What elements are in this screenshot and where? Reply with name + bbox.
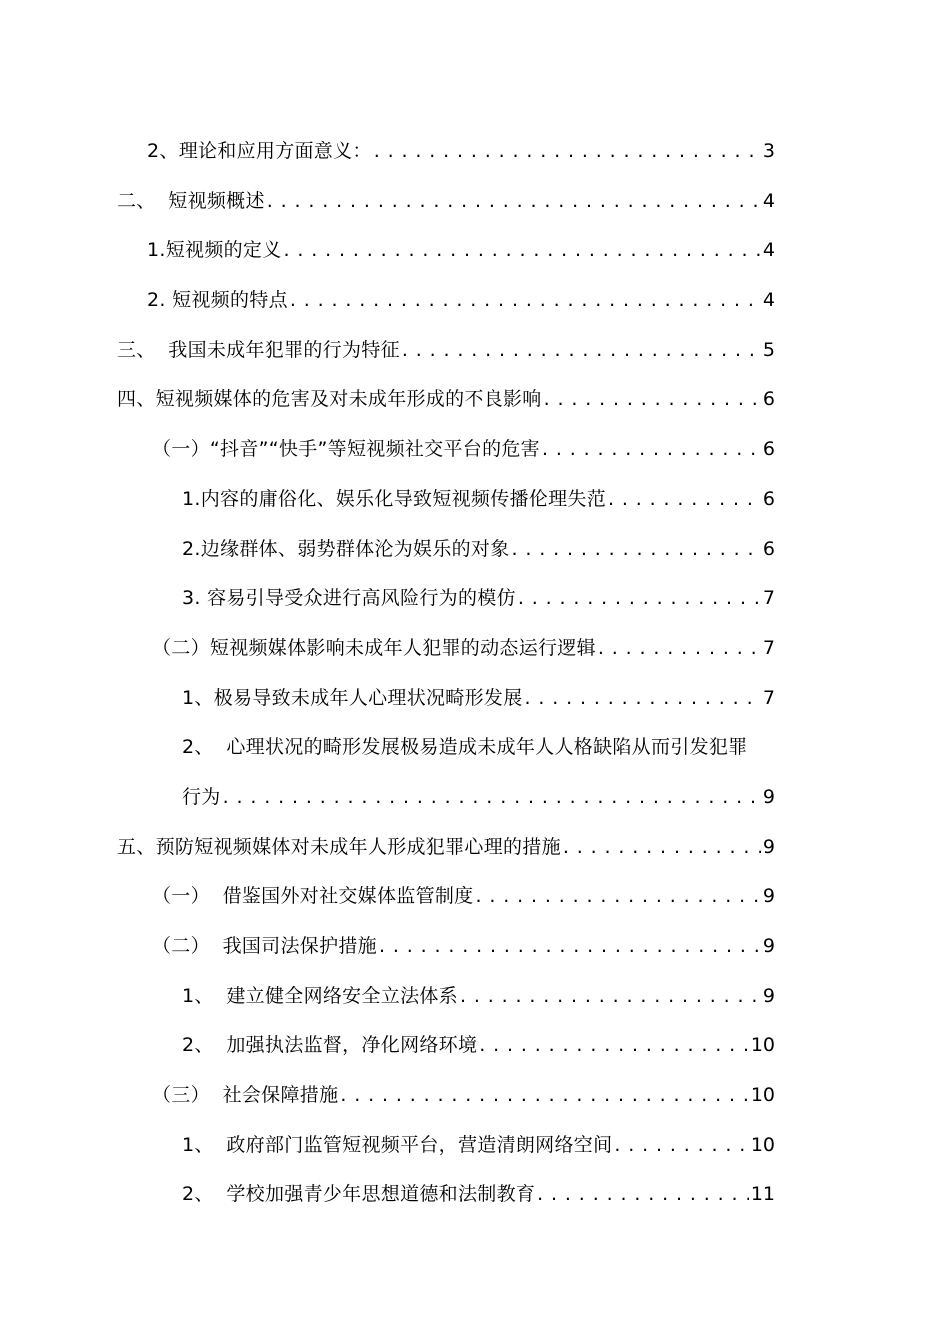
toc-entry-title: 2.边缘群体、弱势群体沦为娱乐的对象 bbox=[182, 537, 510, 560]
toc-entry-title: （二）短视频媒体影响未成年人犯罪的动态运行逻辑 bbox=[152, 636, 596, 659]
toc-entry[interactable] bbox=[0, 1024, 950, 1074]
toc-entry-title: （三） 社会保障措施 bbox=[152, 1084, 339, 1107]
toc-entry-title: 行为 bbox=[182, 785, 221, 808]
toc-page-number: 9 bbox=[762, 984, 775, 1007]
toc-entry-title: 2. 短视频的特点 bbox=[147, 289, 288, 312]
toc-leader-dots bbox=[379, 937, 761, 956]
toc-entry-title: （一） 借鉴国外对社交媒体监管制度 bbox=[152, 885, 474, 908]
toc-leader-dots bbox=[479, 1036, 749, 1055]
toc-entry[interactable] bbox=[0, 975, 950, 1025]
toc-entry-title: 2、 心理状况的畸形发展极易造成未成年人人格缺陷从而引发犯罪 bbox=[182, 736, 748, 759]
toc-leader-dots bbox=[518, 589, 761, 608]
toc-page-number: 6 bbox=[762, 537, 775, 560]
toc-entry-title: 1.内容的庸俗化、娱乐化导致短视频传播伦理失范 bbox=[182, 487, 607, 510]
toc-entry-title: 2、 学校加强青少年思想道德和法制教育 bbox=[182, 1183, 536, 1206]
toc-leader-dots bbox=[374, 142, 761, 161]
toc-page-number: 10 bbox=[750, 1034, 775, 1057]
toc-leader-dots bbox=[512, 540, 761, 559]
toc-entry[interactable] bbox=[0, 925, 950, 975]
toc-entry-title: 1、极易导致未成年人心理状况畸形发展 bbox=[182, 686, 523, 709]
toc-leader-dots bbox=[290, 291, 761, 310]
toc-page-number: 9 bbox=[762, 935, 775, 957]
toc-entry[interactable] bbox=[0, 826, 950, 876]
toc-page-number: 4 bbox=[762, 189, 775, 212]
toc-leader-dots bbox=[563, 838, 761, 857]
toc-entry-title: 四、短视频媒体的危害及对未成年形成的不良影响 bbox=[117, 388, 542, 411]
toc-leader-dots bbox=[608, 490, 761, 509]
toc-leader-dots bbox=[402, 341, 761, 360]
toc-page-number: 5 bbox=[762, 338, 775, 361]
toc-page-number: 11 bbox=[750, 1183, 775, 1206]
toc-leader-dots bbox=[223, 788, 761, 807]
toc-leader-dots bbox=[267, 192, 761, 211]
toc-entry-title: 2、理论和应用方面意义： bbox=[147, 140, 372, 162]
toc-entry[interactable] bbox=[0, 329, 950, 379]
toc-entry[interactable] bbox=[0, 180, 950, 230]
toc-page-number: 9 bbox=[762, 835, 775, 858]
toc-page-number: 9 bbox=[762, 785, 775, 808]
toc-page-number: 4 bbox=[762, 289, 775, 312]
toc-leader-dots bbox=[598, 639, 761, 658]
toc-entry[interactable] bbox=[0, 279, 950, 329]
toc-entry[interactable] bbox=[0, 1124, 950, 1174]
table-of-contents bbox=[0, 130, 950, 1223]
toc-leader-dots bbox=[460, 987, 761, 1006]
toc-entry[interactable] bbox=[0, 577, 950, 627]
toc-entry-title: 3. 容易引导受众进行高风险行为的模仿 bbox=[182, 587, 516, 610]
toc-leader-dots bbox=[544, 390, 761, 409]
toc-page-number: 7 bbox=[762, 587, 775, 610]
toc-page-number: 3 bbox=[762, 140, 775, 162]
toc-entry-title: （一）“抖音”“快手”等短视频社交平台的危害 bbox=[152, 438, 540, 461]
toc-leader-dots bbox=[284, 241, 761, 260]
toc-entry-title: 二、 短视频概述 bbox=[117, 189, 265, 212]
toc-entry[interactable] bbox=[0, 677, 950, 727]
toc-entry-title: 1.短视频的定义 bbox=[147, 239, 282, 262]
toc-entry[interactable] bbox=[0, 627, 950, 677]
toc-entry-wrapped-second-line[interactable] bbox=[0, 776, 950, 826]
toc-leader-dots bbox=[542, 440, 761, 459]
toc-entry-title: 三、 我国未成年犯罪的行为特征 bbox=[117, 338, 400, 361]
toc-page-number: 6 bbox=[762, 388, 775, 411]
toc-page-number: 6 bbox=[762, 487, 775, 510]
toc-entry-title: 1、 建立健全网络安全立法体系 bbox=[182, 984, 458, 1007]
toc-leader-dots bbox=[537, 1185, 749, 1204]
toc-entry-title: 2、 加强执法监督，净化网络环境 bbox=[182, 1034, 478, 1057]
toc-entry[interactable] bbox=[0, 875, 950, 925]
toc-page-number: 7 bbox=[762, 636, 775, 659]
toc-entry[interactable] bbox=[0, 1074, 950, 1124]
toc-leader-dots bbox=[340, 1086, 748, 1105]
toc-leader-dots bbox=[614, 1136, 748, 1155]
toc-entry[interactable] bbox=[0, 378, 950, 428]
toc-entry[interactable] bbox=[0, 428, 950, 478]
toc-page-number: 10 bbox=[750, 1084, 775, 1107]
toc-entry-title: （二） 我国司法保护措施 bbox=[152, 935, 377, 957]
toc-entry[interactable] bbox=[0, 478, 950, 528]
toc-entry[interactable] bbox=[0, 229, 950, 279]
toc-entry-title: 五、预防短视频媒体对未成年人形成犯罪心理的措施 bbox=[117, 835, 561, 858]
toc-entry-title: 1、 政府部门监管短视频平台，营造清朗网络空间 bbox=[182, 1133, 613, 1156]
toc-leader-dots bbox=[475, 887, 760, 906]
toc-entry[interactable] bbox=[0, 528, 950, 578]
toc-page-number: 6 bbox=[762, 438, 775, 461]
toc-entry[interactable] bbox=[0, 1173, 950, 1223]
toc-page-number: 4 bbox=[762, 239, 775, 262]
toc-entry-wrapped-first-line[interactable] bbox=[0, 726, 950, 776]
toc-entry[interactable] bbox=[0, 130, 950, 180]
toc-page-number: 7 bbox=[762, 686, 775, 709]
toc-page-number: 10 bbox=[750, 1133, 775, 1156]
toc-page-number: 9 bbox=[762, 885, 775, 908]
toc-leader-dots bbox=[525, 689, 761, 708]
